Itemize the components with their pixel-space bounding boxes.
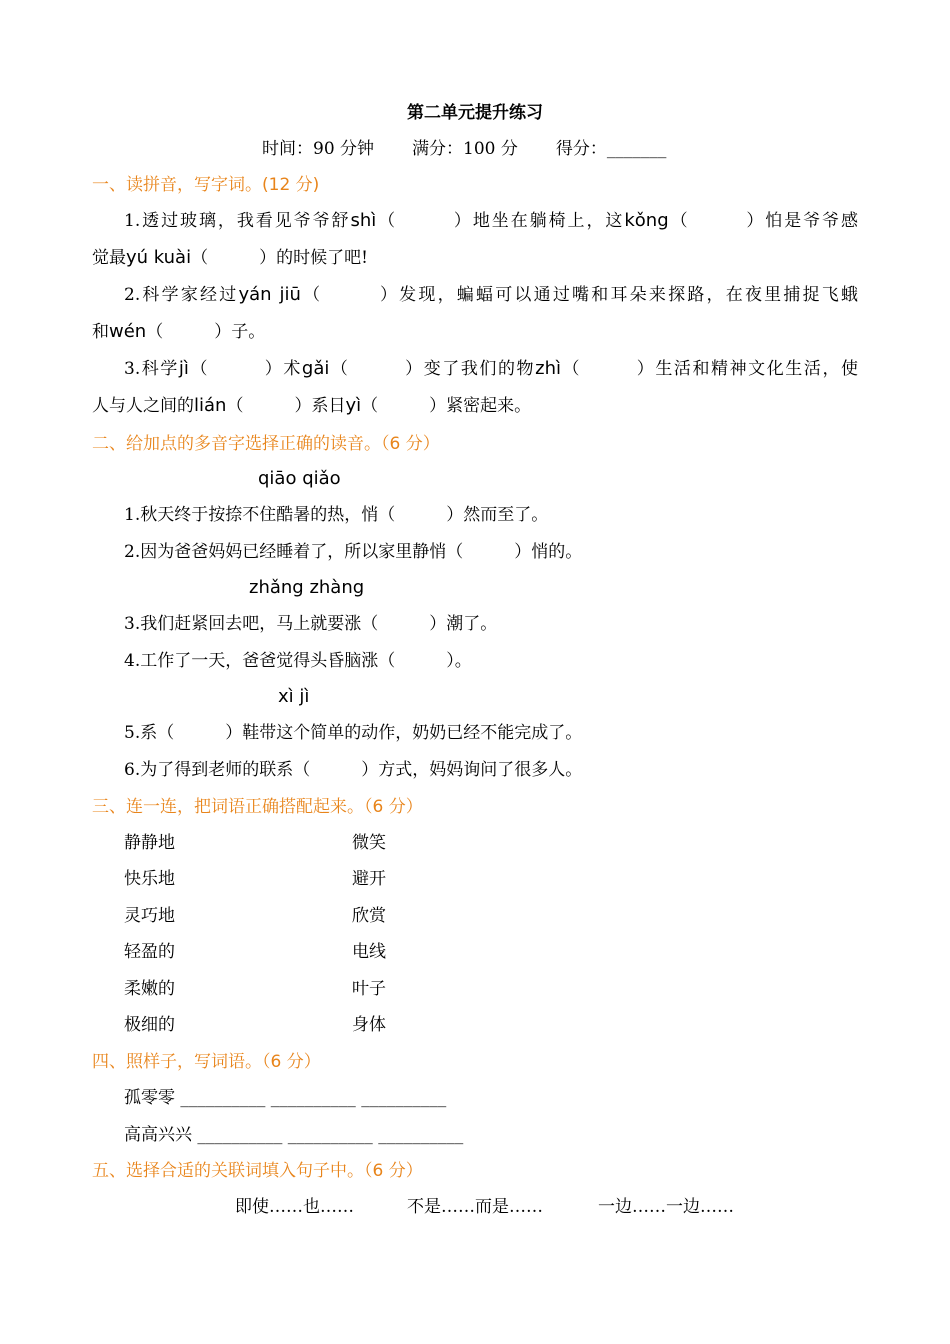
s1-question-2-line-2: 和wén（ ）子。 — [92, 321, 266, 342]
match-left-item: 灵巧地 — [124, 906, 175, 926]
match-right-item: 叶子 — [352, 979, 386, 999]
s1-question-1-line-1: 1.透过玻璃，我看见爷爷舒shì（ ）地坐在躺椅上，这kǒng（ ）怕是爷爷感 — [124, 210, 858, 231]
match-left-item: 快乐地 — [124, 869, 175, 889]
pinyin: kǒng — [624, 210, 669, 231]
pinyin: gǎi — [301, 358, 330, 379]
exam-meta — [262, 138, 666, 160]
pinyin: shì — [350, 210, 377, 231]
s2-question-3: 3.我们赶紧回去吧，马上就要涨（ ）潮了。 — [124, 614, 498, 634]
s2-question-2: 2.因为爸爸妈妈已经睡着了，所以家里静悄（ ）悄的。 — [124, 542, 583, 562]
pinyin: yán jiū — [238, 284, 301, 305]
pinyin: yì — [345, 395, 362, 416]
s2-question-4: 4.工作了一天，爸爸觉得头昏脑涨（ ）。 — [124, 651, 472, 671]
match-left-item: 轻盈的 — [124, 942, 175, 962]
match-left-item: 静静地 — [124, 833, 175, 853]
section-4-heading: 四、照样子，写词语。（6 分） — [92, 1052, 321, 1072]
section-2-heading: 二、给加点的多音字选择正确的读音。（6 分） — [92, 434, 440, 454]
s1-question-1-line-2: 觉最yú kuài（ ）的时候了吧! — [92, 247, 368, 268]
score-field: 得分：_______ — [555, 139, 667, 159]
match-right-item: 电线 — [352, 942, 386, 962]
conjunction-option-3: 一边……一边…… — [598, 1197, 734, 1217]
pinyin-options-c: xì jì — [278, 686, 310, 707]
s4-row-1: 孤零零 __________ __________ __________ — [124, 1088, 447, 1108]
page-title: 第二单元提升练习 — [407, 103, 543, 123]
match-right-item: 微笑 — [352, 833, 386, 853]
conjunction-option-2: 不是……而是…… — [407, 1197, 543, 1217]
s1-question-3-line-1: 3.科学jì（ ）术gǎi（ ）变了我们的物zhì（ ）生活和精神文化生活，使 — [124, 358, 859, 379]
pinyin: zhì — [535, 358, 561, 379]
full-score-label: 满分：100 分 — [412, 139, 518, 159]
s1-question-2-line-1: 2.科学家经过yán jiū（ ）发现，蝙蝠可以通过嘴和耳朵来探路，在夜里捕捉飞蛾 — [124, 284, 858, 305]
match-right-item: 避开 — [352, 869, 386, 889]
s1-question-3-line-2: 人与人之间的lián（ ）系日yì（ ）紧密起来。 — [92, 395, 532, 416]
pinyin: jì — [178, 358, 189, 379]
section-3-heading: 三、连一连，把词语正确搭配起来。（6 分） — [92, 797, 423, 817]
pinyin: lián — [194, 395, 227, 416]
section-5-heading: 五、选择合适的关联词填入句子中。（6 分） — [92, 1161, 423, 1181]
s4-row-2: 高高兴兴 __________ __________ __________ — [124, 1125, 464, 1145]
time-label: 时间：90 分钟 — [262, 139, 375, 159]
match-right-item: 欣赏 — [352, 906, 386, 926]
pinyin: yú kuài — [126, 247, 192, 268]
pinyin: wén — [109, 321, 147, 342]
s2-question-6: 6.为了得到老师的联系（ ）方式，妈妈询问了很多人。 — [124, 760, 583, 780]
match-left-item: 极细的 — [124, 1015, 175, 1035]
s2-question-1: 1.秋天终于按捺不住酷暑的热，悄（ ）然而至了。 — [124, 505, 549, 525]
pinyin-options-a: qiāo qiǎo — [258, 468, 341, 489]
pinyin-options-b: zhǎng zhàng — [249, 577, 365, 598]
section-1-heading: 一、读拼音，写字词。(12 分) — [92, 175, 320, 195]
match-left-item: 柔嫩的 — [124, 979, 175, 999]
match-right-item: 身体 — [352, 1015, 386, 1035]
s2-question-5: 5.系（ ）鞋带这个简单的动作，奶奶已经不能完成了。 — [124, 723, 583, 743]
conjunction-option-1: 即使……也…… — [235, 1197, 354, 1217]
